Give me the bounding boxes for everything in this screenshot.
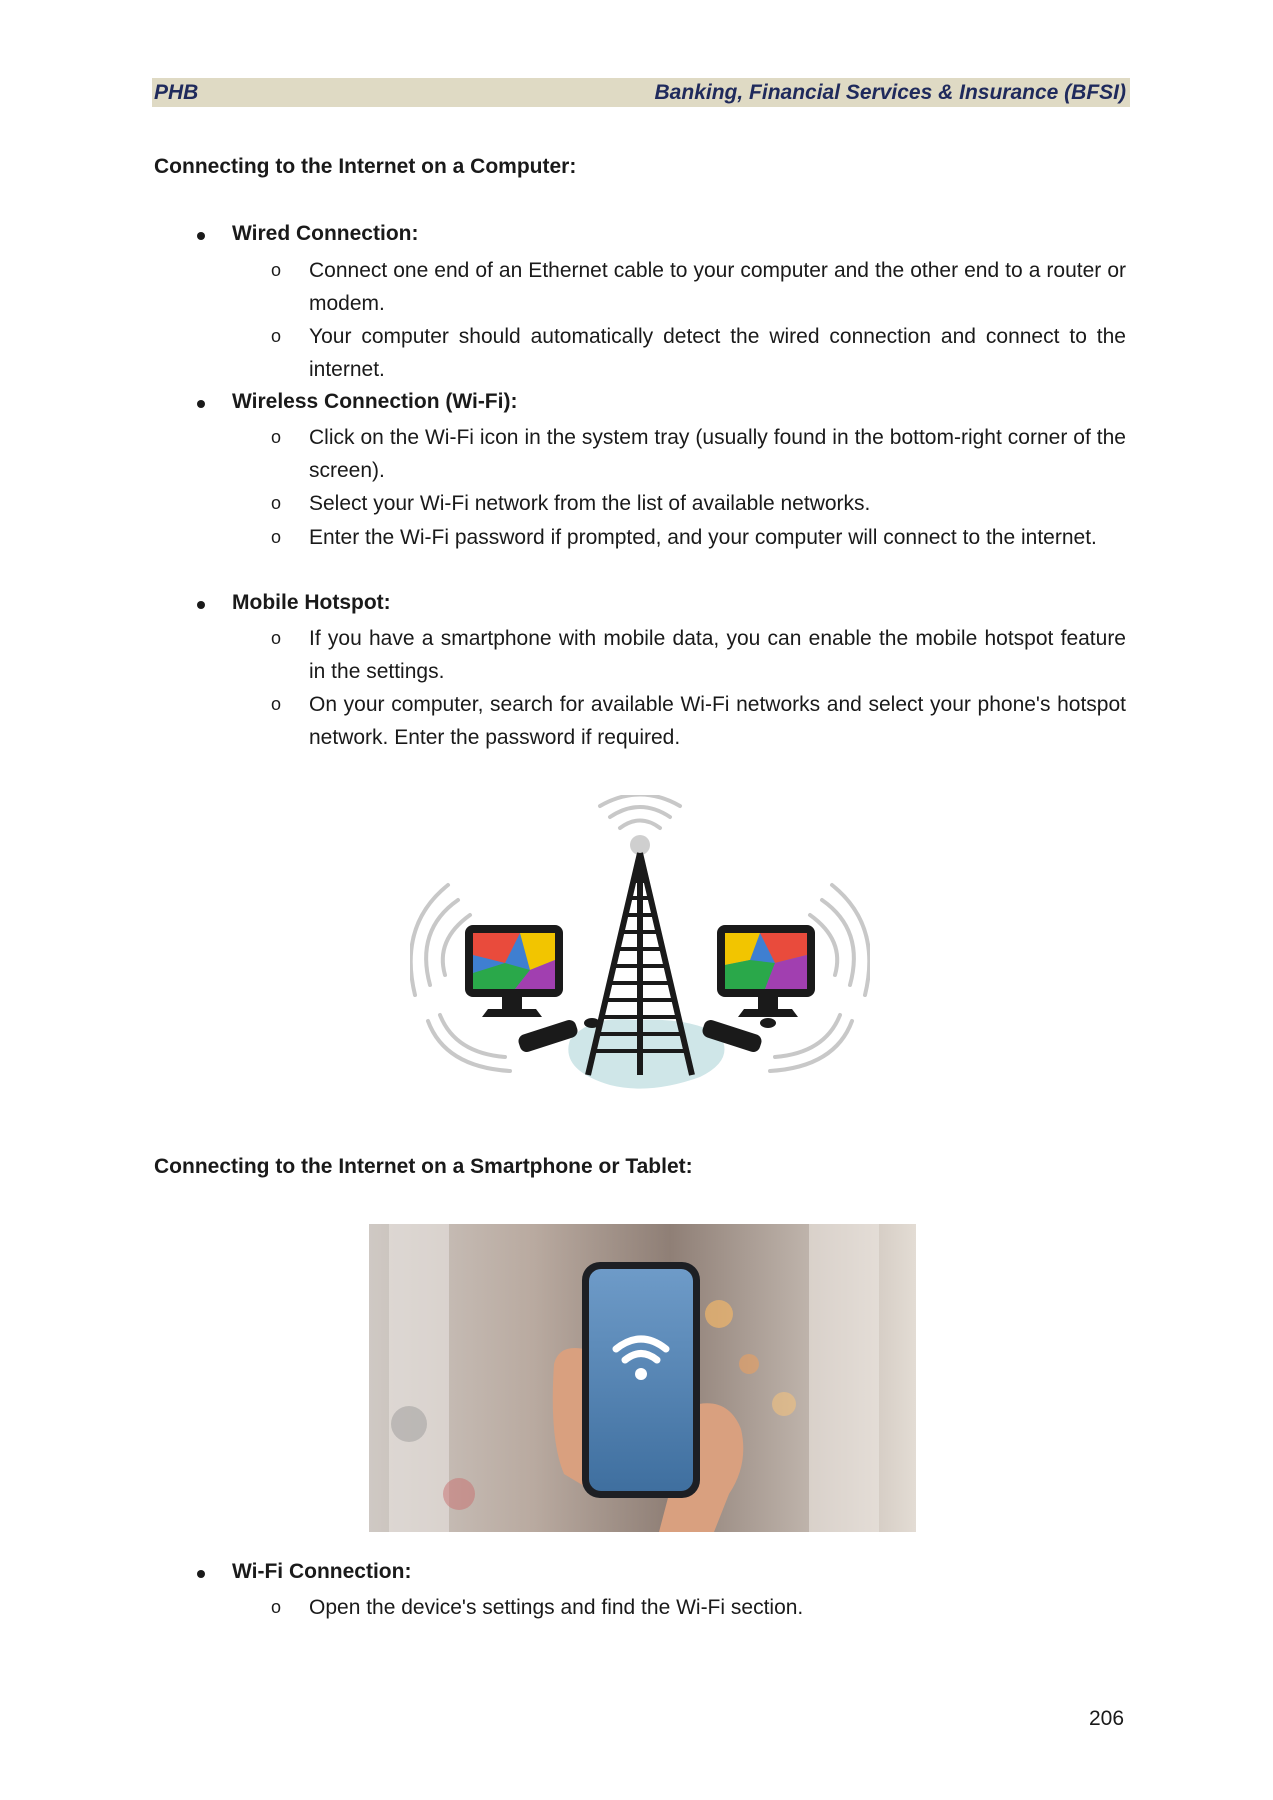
smartphone-wifi-photo	[369, 1224, 916, 1532]
sub-bullet: o On your computer, search for available Wi-Fi networks and select your phone's hotspot network. Enter the password if required.	[309, 688, 1126, 754]
section-heading-computer: Connecting to the Internet on a Computer:	[154, 155, 577, 178]
section-heading-smartphone: Connecting to the Internet on a Smartphone or Tablet:	[154, 1155, 693, 1178]
header-right: Banking, Financial Services & Insurance (BFSI)	[654, 80, 1126, 104]
page-number: 206	[1089, 1707, 1125, 1730]
bullet-wired-connection: Wired Connection:	[232, 222, 419, 245]
sub-bullet: o Your computer should automatically detect the wired connection and connect to the internet.	[309, 320, 1126, 386]
page-header	[152, 78, 1130, 107]
sub-bullet: o Select your Wi-Fi network from the list of available networks.	[309, 487, 1126, 520]
sub-bullet: o Click on the Wi-Fi icon in the system tray (usually found in the bottom-right corner of the screen).	[309, 421, 1126, 487]
tower-computers-illustration	[410, 795, 870, 1100]
sub-bullet: o Enter the Wi-Fi password if prompted, and your computer will connect to the internet.	[309, 521, 1126, 554]
header-left: PHB	[154, 80, 199, 104]
sub-bullet: o Open the device's settings and find the Wi-Fi section.	[309, 1591, 1126, 1624]
bullet-wireless-connection: Wireless Connection (Wi-Fi):	[232, 390, 518, 413]
bullet-wifi-connection: Wi-Fi Connection:	[232, 1560, 412, 1583]
sub-bullet: o Connect one end of an Ethernet cable to your computer and the other end to a router or modem.	[309, 254, 1126, 320]
bullet-mobile-hotspot: Mobile Hotspot:	[232, 591, 391, 614]
sub-bullet: o If you have a smartphone with mobile data, you can enable the mobile hotspot feature in the settings.	[309, 622, 1126, 688]
